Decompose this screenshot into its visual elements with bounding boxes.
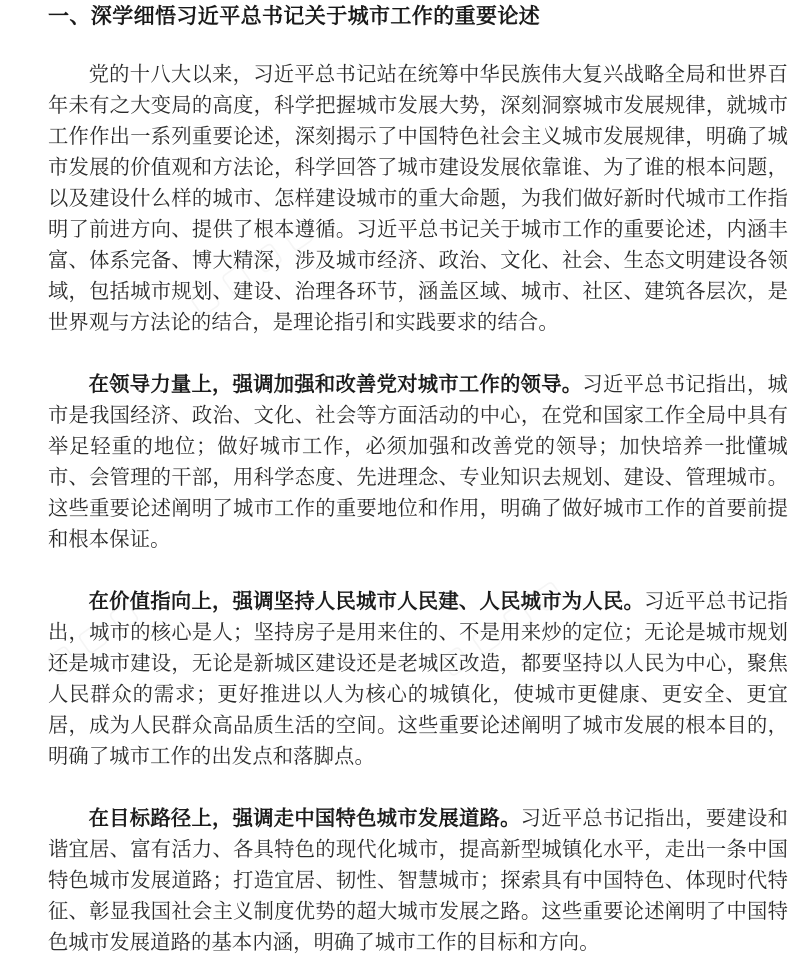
section-heading: 一、深学细悟习近平总书记关于城市工作的重要论述 <box>48 4 541 28</box>
paragraph-lead: 在领导力量上，强调加强和改善党对城市工作的领导。 <box>88 372 583 396</box>
paragraph-leadership <box>48 369 788 555</box>
paragraph-text: 习近平总书记指出，城市的核心是人；坚持房子是用来住的、不是用来炒的定位；无论是城市规划还是城市建设，无论是新城区建设还是老城区改造，都要坚持以人民为中心，聚焦人民群众的需求；更好推进以人为核心的城镇化，使城市更健康、更安全、更宜居，成为人民群众高品质生活的空间。这些重要论述阐明了城市发展的根本目的，明确了城市工作的出发点和落脚点。 <box>48 589 788 768</box>
article-body <box>48 0 788 958</box>
paragraph-lead: 在价值指向上，强调坚持人民城市人民建、人民城市为人民。 <box>88 589 645 613</box>
paragraph-values <box>48 586 788 772</box>
intro-paragraph: 党的十八大以来，习近平总书记站在统筹中华民族伟大复兴战略全局和世界百年未有之大变局的高度，科学把握城市发展大势，深刻洞察城市发展规律，就城市工作作出一系列重要论述，深刻揭示了中国特色社会主义城市发展规律，明确了城市发展的价值观和方法论，科学回答了城市建设发展依靠谁、为了谁的根本问题，以及建设什么样的城市、怎样建设城市的重大命题，为我们做好新时代城市工作指明了前进方向、提供了根本遵循。习近平总书记关于城市工作的重要论述，内涵丰富、体系完备、博大精深，涉及城市经济、政治、文化、社会、生态文明建设各领域，包括城市规划、建设、治理各环节，涵盖区域、城市、社区、建筑各层次，是世界观与方法论的结合，是理论指引和实践要求的结合。 <box>48 62 788 334</box>
paragraph-text: 习近平总书记指出，城市是我国经济、政治、文化、社会等方面活动的中心，在党和国家工作全局中具有举足轻重的地位；做好城市工作，必须加强和改善党的领导；加快培养一批懂城市、会管理的干部，用科学态度、先进理念、专业知识去规划、建设、管理城市。这些重要论述阐明了城市工作的重要地位和作用，明确了做好城市工作的首要前提和根本保证。 <box>48 372 788 551</box>
paragraph-text: 习近平总书记指出，要建设和谐宜居、富有活力、各具特色的现代化城市，提高新型城镇化水平，走出一条中国特色城市发展道路；打造宜居、韧性、智慧城市；探索具有中国特色、体现时代特征、彰显我国社会主义制度优势的超大城市发展之路。这些重要论述阐明了中国特色城市发展道路的基本内涵，明确了城市工作的目标和方向。 <box>48 806 789 954</box>
paragraph-lead: 在目标路径上，强调走中国特色城市发展道路。 <box>88 806 521 830</box>
paragraph-goals <box>48 803 788 958</box>
